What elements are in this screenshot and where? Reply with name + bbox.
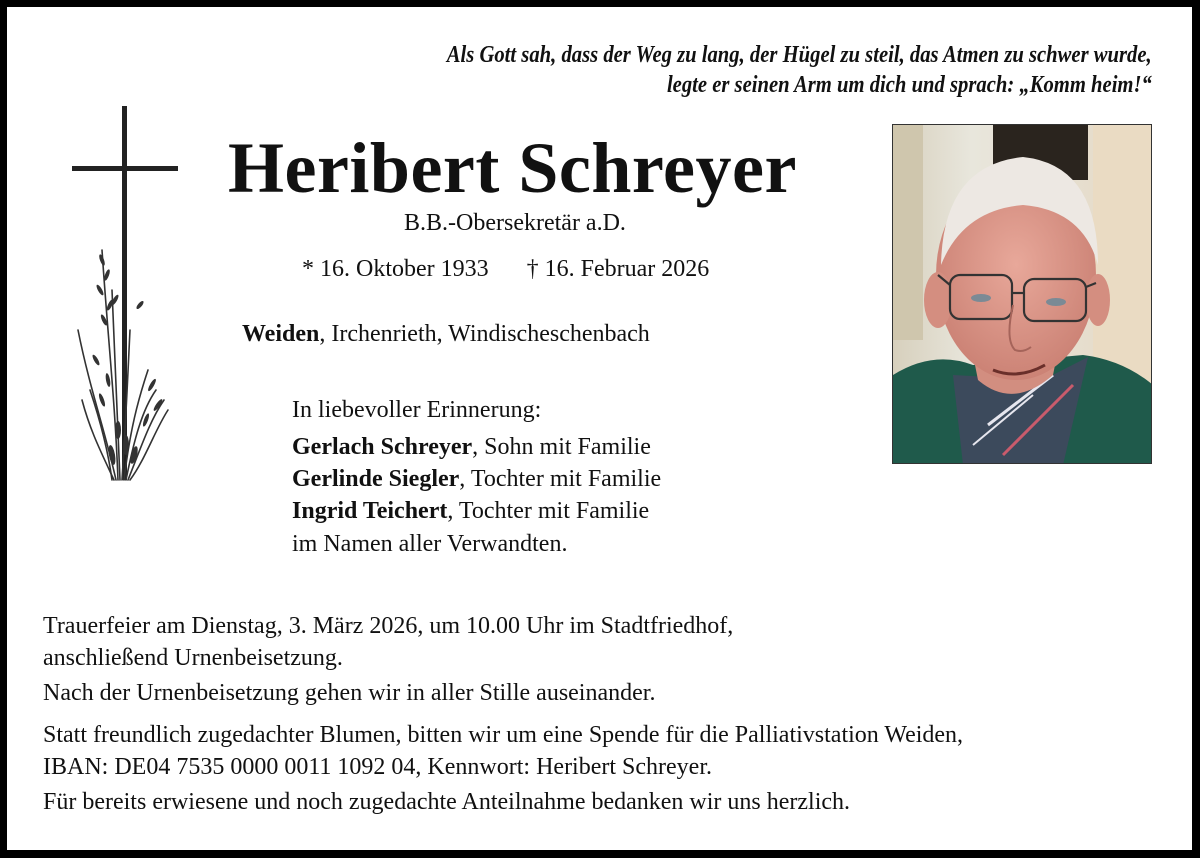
ceremony-line-1: Trauerfeier am Dienstag, 3. März 2026, um 10.00 Uhr im Stadtfriedhof,: [43, 613, 734, 639]
mourner-relation: , Tochter mit Familie: [447, 498, 650, 524]
after-ceremony-note: Nach der Urnenbeisetzung gehen wir in aller Stille auseinander.: [43, 680, 656, 706]
death-symbol: †: [526, 256, 539, 282]
portrait-photo: [892, 124, 1152, 464]
donation-line-1: Statt freundlich zugedachter Blumen, bitten wir um eine Spende für die Palliativstation Weiden,: [43, 722, 964, 748]
mourner-entry: [292, 496, 649, 526]
places-line: [242, 319, 650, 349]
mourner-entry: [292, 464, 661, 494]
mourner-name: Gerlinde Siegler: [292, 466, 460, 492]
cross-with-grass-icon: [60, 100, 190, 490]
places-rest: , Irchenrieth, Windischeschenbach: [319, 321, 650, 347]
ceremony-line-2: anschließend Urnenbeisetzung.: [43, 645, 343, 671]
deceased-name: Heribert Schreyer: [228, 128, 797, 208]
birth-date: 16. Oktober 1933: [320, 256, 489, 282]
life-dates: [302, 256, 709, 283]
motto-line-2: legte er seinen Arm um dich und sprach: „Komm heim!“: [667, 72, 1152, 98]
birth-symbol: *: [302, 256, 314, 282]
donation-line-2: IBAN: DE04 7535 0000 0011 1092 04, Kennwort: Heribert Schreyer.: [43, 754, 712, 780]
mourners-intro: In liebevoller Erinnerung:: [292, 397, 542, 423]
motto-line-1: Als Gott sah, dass der Weg zu lang, der Hügel zu steil, das Atmen zu schwer wurde,: [447, 42, 1152, 68]
mourner-relation: , Tochter mit Familie: [459, 466, 662, 492]
mourner-name: Ingrid Teichert: [292, 498, 448, 524]
portrait-image: [893, 125, 1152, 464]
death-date: 16. Februar 2026: [544, 256, 710, 282]
mourner-relation: , Sohn mit Familie: [472, 434, 651, 460]
mourners-closing: im Namen aller Verwandten.: [292, 531, 568, 557]
mourner-entry: [292, 432, 651, 462]
thanks-note: Für bereits erwiesene und noch zugedachte Anteilnahme bedanken wir uns herzlich.: [43, 789, 851, 815]
mourner-name: Gerlach Schreyer: [292, 434, 473, 460]
place-primary: Weiden: [242, 321, 320, 347]
notices-block: [43, 610, 963, 818]
deceased-title: B.B.-Obersekretär a.D.: [404, 210, 626, 236]
